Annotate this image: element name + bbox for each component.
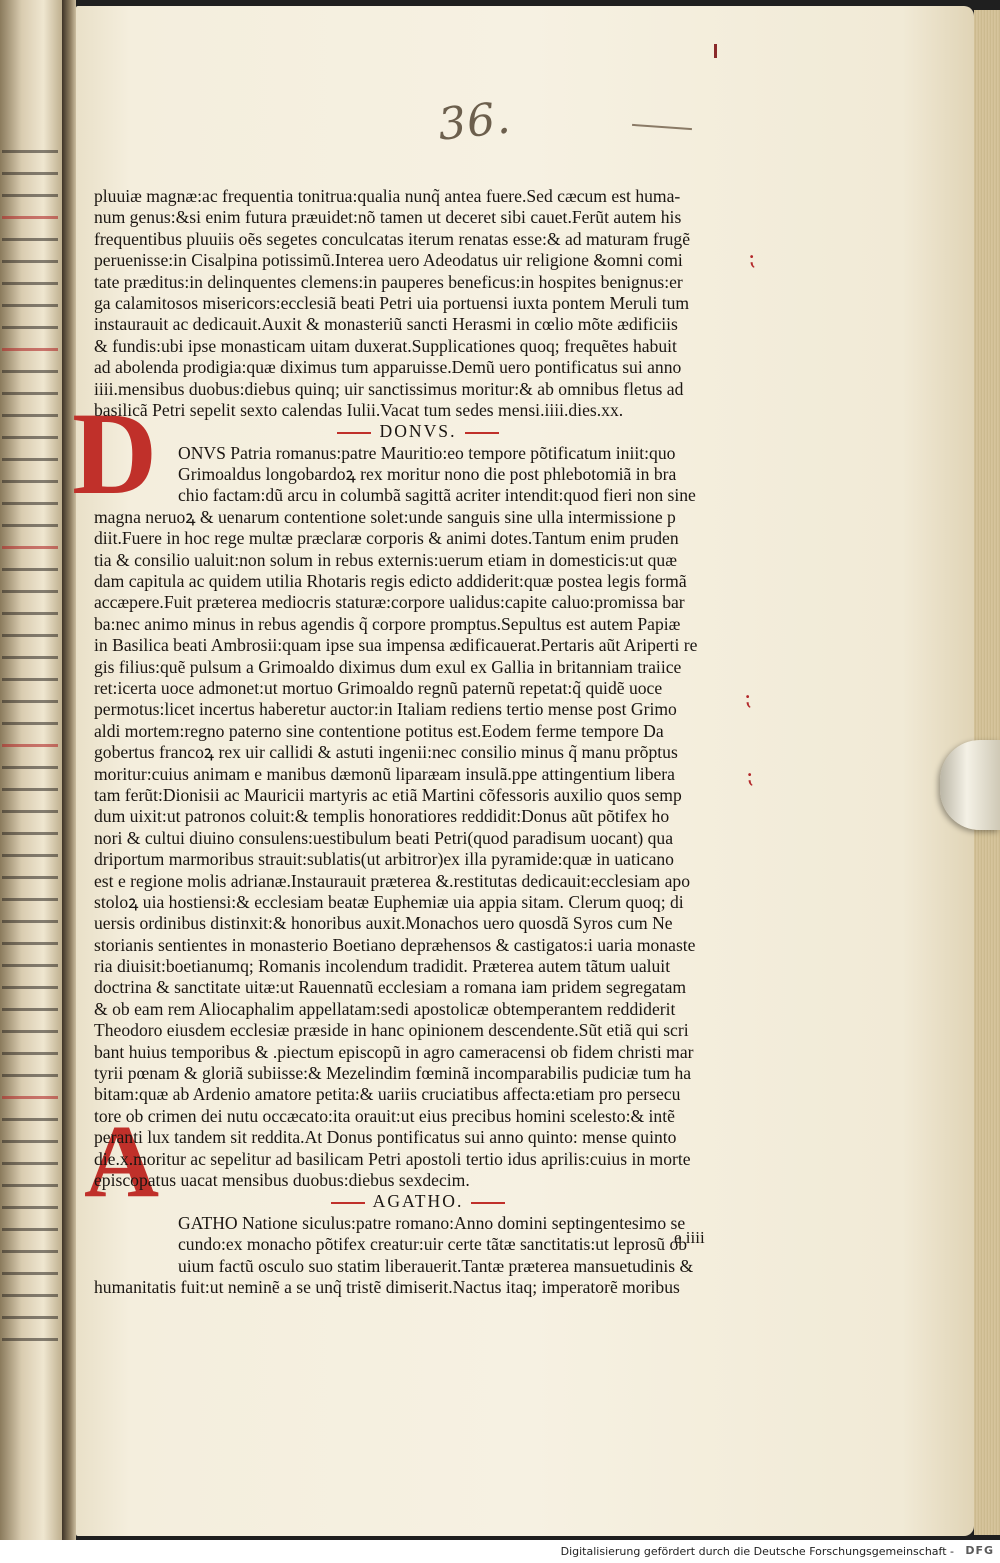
text-line: storianis sentientes in monasterio Boetiano depræhensos & castigatos:i uaria monaste [94,934,696,955]
text-line: GATHO Natione siculus:patre romano:Anno domini septingentesimo se [178,1212,686,1233]
text-line: uersis ordinibus distinxit:& honoribus auxit.Monachos uero quosdã Syros cum Ne [94,913,673,934]
text-line: cundo:ex monacho põtifex creatur:uir certe tãtæ sanctitatis:ut leprosũ ob [178,1234,688,1255]
text-line: & fundis:ubi ipse monasticam uitam duxerat.Supplicationes quoq; frequẽtes habuit [94,335,677,356]
section-heading-agatho [94,1191,742,1212]
margin-flourish-icon: ⁏ [746,764,754,789]
text-line: ONVS Patria romanus:patre Mauritio:eo tempore põtificatum iniit:quo [178,442,676,463]
text-line: gis filius:quẽ pulsum a Grimoaldo diximus dum exul ex Gallia in britanniam traiice [94,656,682,677]
left-page-edge [0,0,62,1540]
section-heading-donus [94,421,742,442]
text-line: nori & cultui diuino consulens:uestibulum beati Petri(quod paradisum uocant) qua [94,827,674,848]
text-line: num genus:&si enim futura præuidet:nõ tamen ut deceret sibi cauet.Ferũt autem his [94,207,682,228]
text-line: & ob eam rem Aliocaphalim appellatam:sedi apostolicæ obtemperantem reddiderit [94,998,676,1019]
text-line: in Basilica beati Ambrosii:quam ipse sua impensa ædificauerat.Pertaris aũt Ariperti re [94,635,698,656]
text-line: est e regione molis adrianæ.Instaurauit præterea &.restitutas dedicauit:ecclesiam apo [94,870,691,891]
text-line: ad abolenda prodigia:quæ diximus tum apparuisse.Demũ uero pontificatus sui anno [94,357,682,378]
book-gutter [62,0,76,1540]
text-line: instaurauit ac dedicauit.Auxit & monasteriũ sancti Herasmi in cœlio mõte ædificiis [94,314,678,335]
text-line: driportum marmoribus strauit:sublatis(ut arbitror)ex illa pyramide:quæ in uaticano [94,849,674,870]
text-line: tia & consilio ualuit:non solum in rebus externis:uerum etiam in domesticis:ut quæ [94,549,677,570]
text-line: chio factam:dũ arcu in columbã sagittã acriter intendit:quod fieri non sine [178,485,696,506]
text-line: moritur:cuius animam e manibus dæmonũ liparæam insulã.ppe attingentium libera [94,763,675,784]
text-line: aldi mortem:regno paterno sine contentione potitus est.Eodem ferme tempore Da [94,720,664,741]
signature-mark: e iiii [674,1228,705,1247]
text-line: ga calamitosos misericors:ecclesiã beati Petri uia portuensi iuxta pontem Meruli tum [94,292,690,313]
text-line: iiii.mensibus duobus:diebus quinq; uir sanctissimus moritur:& ab omnibus fletus ad [94,378,684,399]
text-line: gobertus francoꝝ rex uir callidi & astuti ingenii:nec consilio minus q̃ manu prõptus [94,742,678,763]
text-line: diit.Fuere in hoc rege multæ præclaræ corporis & animi dotes.Tantum enim pruden [94,528,679,549]
footer-credit: Digitalisierung gefördert durch die Deutsche Forschungsgemeinschaft - [560,1545,954,1558]
text-line: basilicã Petri sepelit sexto calendas Iulii.Vacat tum sedes mensi.iiii.dies.xx. [94,399,624,420]
text-line: ret:icerta uoce admonet:ut mortuo Grimoaldo regnũ paternũ repetat:q̃ quidẽ uoce [94,677,663,698]
text-line: frequentibus pluuiis oẽs segetes conculcatas iterum renatas esse:& ad maturam frugẽ [94,228,691,249]
text-line: Grimoaldus longobardoꝝ rex moritur nono die post phlebotomiã in bra [178,464,677,485]
text-line: pluuiæ magnæ:ac frequentia tonitrua:qualia nunq̃ antea fuere.Sed cæcum est huma- [94,186,681,206]
text-line: tate præditus:in delinquentes clemens:in pauperes beneficus:in hospites benignus:er [94,271,683,292]
heading-text: AGATHO. [372,1191,464,1212]
text-line: uium factũ osculo suo statim liberauerit.Tantæ præterea mansuetudinis & [178,1255,694,1276]
initial-letter-d: D [72,388,158,519]
dfg-logo: DFG [965,1544,994,1557]
margin-flourish-icon: ⁏ [748,246,756,271]
text-line: bant huius temporibus & .piectum episcopũ in agro cameracensi ob fidem christi mar [94,1041,694,1062]
text-line: humanitatis fuit:ut neminẽ a se unq̃ tristẽ dimiserit.Nactus itaq; imperatorẽ moribus [94,1276,680,1297]
text-line: magna neruoꝝ & uenarum contentione solet:unde sanguis sine ulla intermissione p [94,506,676,527]
text-line: episcopatus uacat mensibus duobus:diebus sexdecim. [94,1169,470,1190]
text-line: ria diuisit:boetianumq; Romanis incolendum tradidit. Præterea autem tãtum ualuit [94,956,671,977]
left-page-text-fragment [2,150,58,1360]
text-line: peruenisse:in Cisalpina potissimũ.Interea uero Adeodatus uir religione &omni comi [94,250,683,271]
main-text-column [94,186,742,1298]
initial-letter-a: A [84,1104,160,1219]
folio-number: 36. [435,92,514,151]
margin-flourish-icon: ⁏ [744,686,752,711]
text-line: stoloꝝ uia hostiensi:& ecclesiam beatæ Euphemiæ uia appia sitam. Clerum quoq; di [94,891,684,912]
text-line: tore ob crimen dei nutu occæcato:ita orauit:ut eius precibus homini scelesto:& intẽ [94,1105,675,1126]
text-line: permotus:licet incertus haberetur auctor:in Italiam rediens tertio mense post Grimo [94,699,677,720]
text-line: accæpere.Fuit præterea mediocris staturæ:corpore ualidus:capite caluo:promissa bar [94,592,685,613]
text-line: bitam:quæ ab Ardenio amatore petita:& uariis cruciatibus affecta:etiam pro persecu [94,1084,681,1105]
margin-mark [714,44,717,58]
text-line: dam capitula ac quidem utilia Rhotaris regis edicto addiderit:quæ postea legis formã [94,571,687,592]
text-line: peranti lux tandem sit reddita.At Donus pontificatus sui anno quinto: mense quinto [94,1127,677,1148]
text-line: dum uixit:ut patronos coluit:& templis honoratiores reddidit:Donus aũt põtifex ho [94,806,670,827]
digitization-footer [0,1540,1000,1563]
heading-text: DONVS. [379,421,457,442]
text-line: doctrina & sanctitate uitæ:ut Rauennatũ ecclesiam a romana iam pridem segregatam [94,977,687,998]
text-line: tyrii pœnam & gloriã subiisse:& Mezelindim fœminã incomparabilis pudiciæ tum ha [94,1063,692,1084]
text-line: die.x.moritur ac sepelitur ad basilicam Petri apostoli tertio idus aprilis:cuius in morte [94,1148,691,1169]
text-line: ba:nec animo minus in rebus agendis q̃ corpore promptus.Sepultus est autem Papiæ [94,613,681,634]
text-line: tam ferũt:Dionisii ac Mauricii martyris ac etiã Martini cõfessoris auxilio quos semp [94,784,682,805]
text-line: Theodoro eiusdem ecclesiæ præside in hanc opinionem descendente.Sũt etiã qui scri [94,1020,689,1041]
